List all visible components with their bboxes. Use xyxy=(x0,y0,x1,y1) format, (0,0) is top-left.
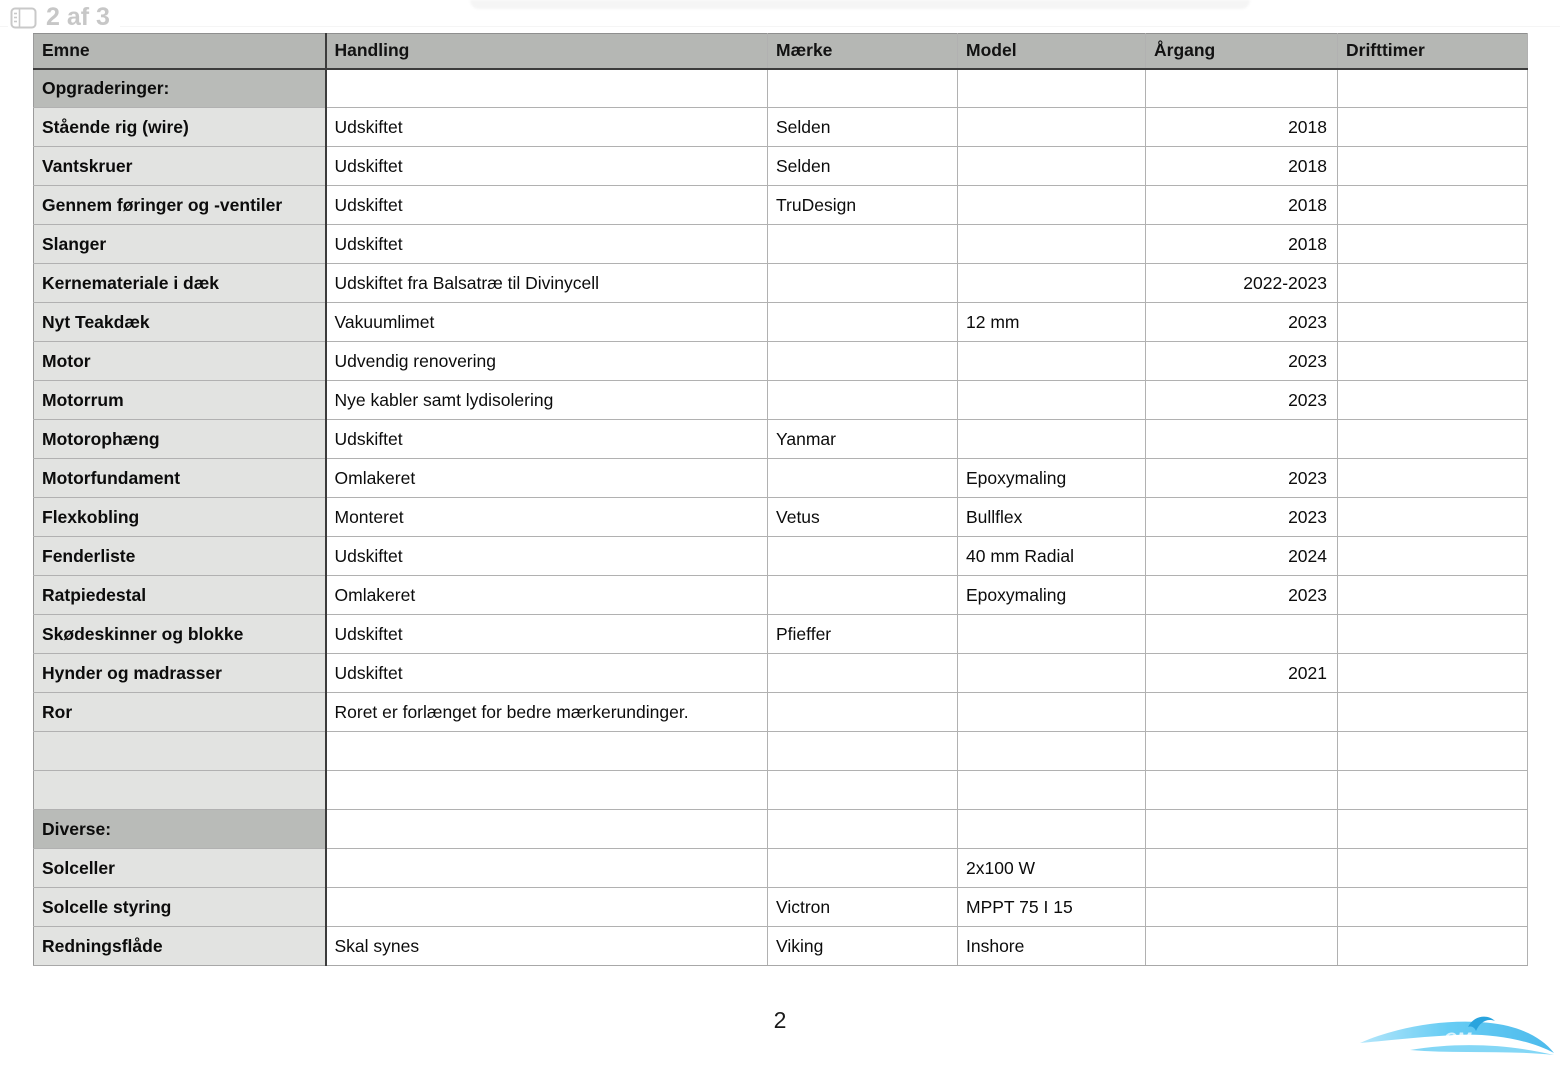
table-cell: Motorfundament xyxy=(34,459,326,498)
table-cell xyxy=(1146,615,1338,654)
table-cell xyxy=(958,147,1146,186)
table-cell xyxy=(768,303,958,342)
table-row xyxy=(34,225,1528,264)
table-cell xyxy=(958,615,1146,654)
table-cell xyxy=(958,108,1146,147)
table-cell: Udskiftet xyxy=(326,147,768,186)
table-row xyxy=(34,303,1528,342)
table-cell xyxy=(1338,888,1528,927)
table-cell xyxy=(958,381,1146,420)
table-row xyxy=(34,498,1528,537)
table-cell: Skal synes xyxy=(326,927,768,966)
table-cell xyxy=(1338,69,1528,108)
table-cell xyxy=(958,342,1146,381)
table-cell xyxy=(326,771,768,810)
table-cell xyxy=(958,693,1146,732)
table-cell: 2023 xyxy=(1146,303,1338,342)
table-cell xyxy=(1338,810,1528,849)
table-cell xyxy=(958,186,1146,225)
table-cell: MPPT 75 I 15 xyxy=(958,888,1146,927)
table-cell xyxy=(34,732,326,771)
table-row xyxy=(34,69,1528,108)
table-cell xyxy=(1338,537,1528,576)
brand-wave-logo xyxy=(1358,1006,1556,1064)
table-cell xyxy=(768,654,958,693)
table-cell xyxy=(958,264,1146,303)
table-cell: Pfieffer xyxy=(768,615,958,654)
table-cell: 40 mm Radial xyxy=(958,537,1146,576)
column-header: Mærke xyxy=(768,34,958,69)
page-indicator[interactable] xyxy=(8,1,120,36)
table-cell xyxy=(326,849,768,888)
page-thumbnail-icon xyxy=(10,6,37,30)
table-cell xyxy=(768,849,958,888)
table-cell xyxy=(768,537,958,576)
table-cell: 2023 xyxy=(1146,498,1338,537)
table-cell: 2022-2023 xyxy=(1146,264,1338,303)
table-cell: Opgraderinger: xyxy=(34,69,326,108)
table-cell: Bullflex xyxy=(958,498,1146,537)
table-cell xyxy=(1338,147,1528,186)
table-cell: 2024 xyxy=(1146,537,1338,576)
table-cell xyxy=(1338,303,1528,342)
table-cell: 2018 xyxy=(1146,186,1338,225)
table-cell: Viking xyxy=(768,927,958,966)
table-cell xyxy=(34,771,326,810)
table-cell xyxy=(768,459,958,498)
table-cell xyxy=(326,888,768,927)
table-cell xyxy=(1146,849,1338,888)
table-cell: Roret er forlænget for bedre mærkerundinger. xyxy=(326,693,768,732)
table-cell: Kernemateriale i dæk xyxy=(34,264,326,303)
table-cell: 2021 xyxy=(1146,654,1338,693)
table-cell: 2018 xyxy=(1146,108,1338,147)
table-cell xyxy=(768,225,958,264)
table-cell: Redningsflåde xyxy=(34,927,326,966)
table-cell xyxy=(768,771,958,810)
table-cell xyxy=(1338,654,1528,693)
table-cell xyxy=(326,732,768,771)
table-cell: Solcelle styring xyxy=(34,888,326,927)
table-cell xyxy=(326,69,768,108)
table-cell: Epoxymaling xyxy=(958,459,1146,498)
table-row xyxy=(34,927,1528,966)
table-cell: Udskiftet xyxy=(326,615,768,654)
table-cell xyxy=(1338,186,1528,225)
table-cell: Selden xyxy=(768,147,958,186)
table-cell xyxy=(1146,420,1338,459)
table-cell: 2018 xyxy=(1146,225,1338,264)
table-cell: Omlakeret xyxy=(326,459,768,498)
table-cell xyxy=(768,732,958,771)
table-row xyxy=(34,810,1528,849)
column-header: Emne xyxy=(34,34,326,69)
table-cell: 2023 xyxy=(1146,381,1338,420)
table-row xyxy=(34,576,1528,615)
table-row xyxy=(34,342,1528,381)
table-cell xyxy=(1338,381,1528,420)
table-cell: Skødeskinner og blokke xyxy=(34,615,326,654)
page-indicator-label: 2 af 3 xyxy=(46,3,110,31)
table-cell xyxy=(1146,693,1338,732)
table-cell xyxy=(958,420,1146,459)
top-toolbar-shadow xyxy=(470,0,1250,9)
table-row xyxy=(34,615,1528,654)
table-row xyxy=(34,420,1528,459)
table-cell: 2023 xyxy=(1146,576,1338,615)
table-cell xyxy=(958,771,1146,810)
table-cell: Inshore xyxy=(958,927,1146,966)
table-cell xyxy=(1338,264,1528,303)
table-cell xyxy=(1338,615,1528,654)
table-cell: Monteret xyxy=(326,498,768,537)
table-header-row xyxy=(34,34,1528,69)
table-cell xyxy=(768,576,958,615)
table-cell xyxy=(1146,69,1338,108)
table-cell xyxy=(1338,771,1528,810)
table-cell xyxy=(1146,810,1338,849)
table-cell xyxy=(768,381,958,420)
table-row xyxy=(34,654,1528,693)
table-cell: Motorrum xyxy=(34,381,326,420)
table-cell xyxy=(1338,576,1528,615)
table-row xyxy=(34,693,1528,732)
table-cell: Solceller xyxy=(34,849,326,888)
table-cell: Fenderliste xyxy=(34,537,326,576)
table-cell: Vetus xyxy=(768,498,958,537)
page-top-hairline xyxy=(0,26,1560,27)
table-cell xyxy=(1146,771,1338,810)
table-cell xyxy=(1338,225,1528,264)
maintenance-table xyxy=(33,33,1528,966)
table-cell: 2023 xyxy=(1146,342,1338,381)
table-cell: Motorophæng xyxy=(34,420,326,459)
table-row xyxy=(34,888,1528,927)
table-row xyxy=(34,459,1528,498)
column-header: Handling xyxy=(326,34,768,69)
table-cell: TruDesign xyxy=(768,186,958,225)
table-cell: Udskiftet xyxy=(326,654,768,693)
table-cell: Slanger xyxy=(34,225,326,264)
table-row xyxy=(34,381,1528,420)
table-cell xyxy=(958,69,1146,108)
svg-text:GM: GM xyxy=(1444,1029,1472,1048)
table-cell xyxy=(768,342,958,381)
table-cell: Udskiftet xyxy=(326,225,768,264)
table-cell: Udvendig renovering xyxy=(326,342,768,381)
table-row xyxy=(34,537,1528,576)
table-row xyxy=(34,264,1528,303)
table-cell xyxy=(958,654,1146,693)
table-cell: Vakuumlimet xyxy=(326,303,768,342)
table-cell: Nye kabler samt lydisolering xyxy=(326,381,768,420)
table-cell xyxy=(1338,108,1528,147)
table-cell: Ratpiedestal xyxy=(34,576,326,615)
table-cell: Omlakeret xyxy=(326,576,768,615)
table-row xyxy=(34,849,1528,888)
table-cell: Udskiftet xyxy=(326,108,768,147)
table-cell: 2018 xyxy=(1146,147,1338,186)
table-row xyxy=(34,771,1528,810)
table-cell xyxy=(768,810,958,849)
table-cell xyxy=(768,264,958,303)
table-cell xyxy=(1338,459,1528,498)
table-cell: Flexkobling xyxy=(34,498,326,537)
table-cell: Hynder og madrasser xyxy=(34,654,326,693)
column-header: Drifttimer xyxy=(1338,34,1528,69)
table-cell xyxy=(1338,693,1528,732)
table-cell: Victron xyxy=(768,888,958,927)
page-number: 2 xyxy=(773,1007,787,1033)
table-cell xyxy=(326,810,768,849)
column-header: Model xyxy=(958,34,1146,69)
table-row xyxy=(34,732,1528,771)
table-cell xyxy=(958,225,1146,264)
table-cell xyxy=(1146,927,1338,966)
table-cell xyxy=(768,69,958,108)
table-cell: Ror xyxy=(34,693,326,732)
table-cell: 12 mm xyxy=(958,303,1146,342)
table-cell xyxy=(1338,927,1528,966)
table-cell xyxy=(1338,420,1528,459)
table-cell xyxy=(1338,498,1528,537)
table-cell xyxy=(958,732,1146,771)
table-row xyxy=(34,186,1528,225)
table-cell xyxy=(958,810,1146,849)
table-cell: Stående rig (wire) xyxy=(34,108,326,147)
table-cell: Diverse: xyxy=(34,810,326,849)
table-cell: Epoxymaling xyxy=(958,576,1146,615)
table-cell xyxy=(1146,732,1338,771)
table-row xyxy=(34,147,1528,186)
table-cell xyxy=(1338,849,1528,888)
table-row xyxy=(34,108,1528,147)
table-cell: Udskiftet xyxy=(326,186,768,225)
table-cell xyxy=(1146,888,1338,927)
table-cell: Udskiftet fra Balsatræ til Divinycell xyxy=(326,264,768,303)
table-cell: Motor xyxy=(34,342,326,381)
table-cell: Yanmar xyxy=(768,420,958,459)
table-cell: Gennem føringer og -ventiler xyxy=(34,186,326,225)
table-cell: Nyt Teakdæk xyxy=(34,303,326,342)
table-cell xyxy=(1338,342,1528,381)
table-cell: 2023 xyxy=(1146,459,1338,498)
table-cell: Selden xyxy=(768,108,958,147)
column-header: Årgang xyxy=(1146,34,1338,69)
table-cell: Udskiftet xyxy=(326,420,768,459)
table-cell: Vantskruer xyxy=(34,147,326,186)
table-cell xyxy=(768,693,958,732)
table-cell xyxy=(1338,732,1528,771)
table-cell: 2x100 W xyxy=(958,849,1146,888)
table-cell: Udskiftet xyxy=(326,537,768,576)
